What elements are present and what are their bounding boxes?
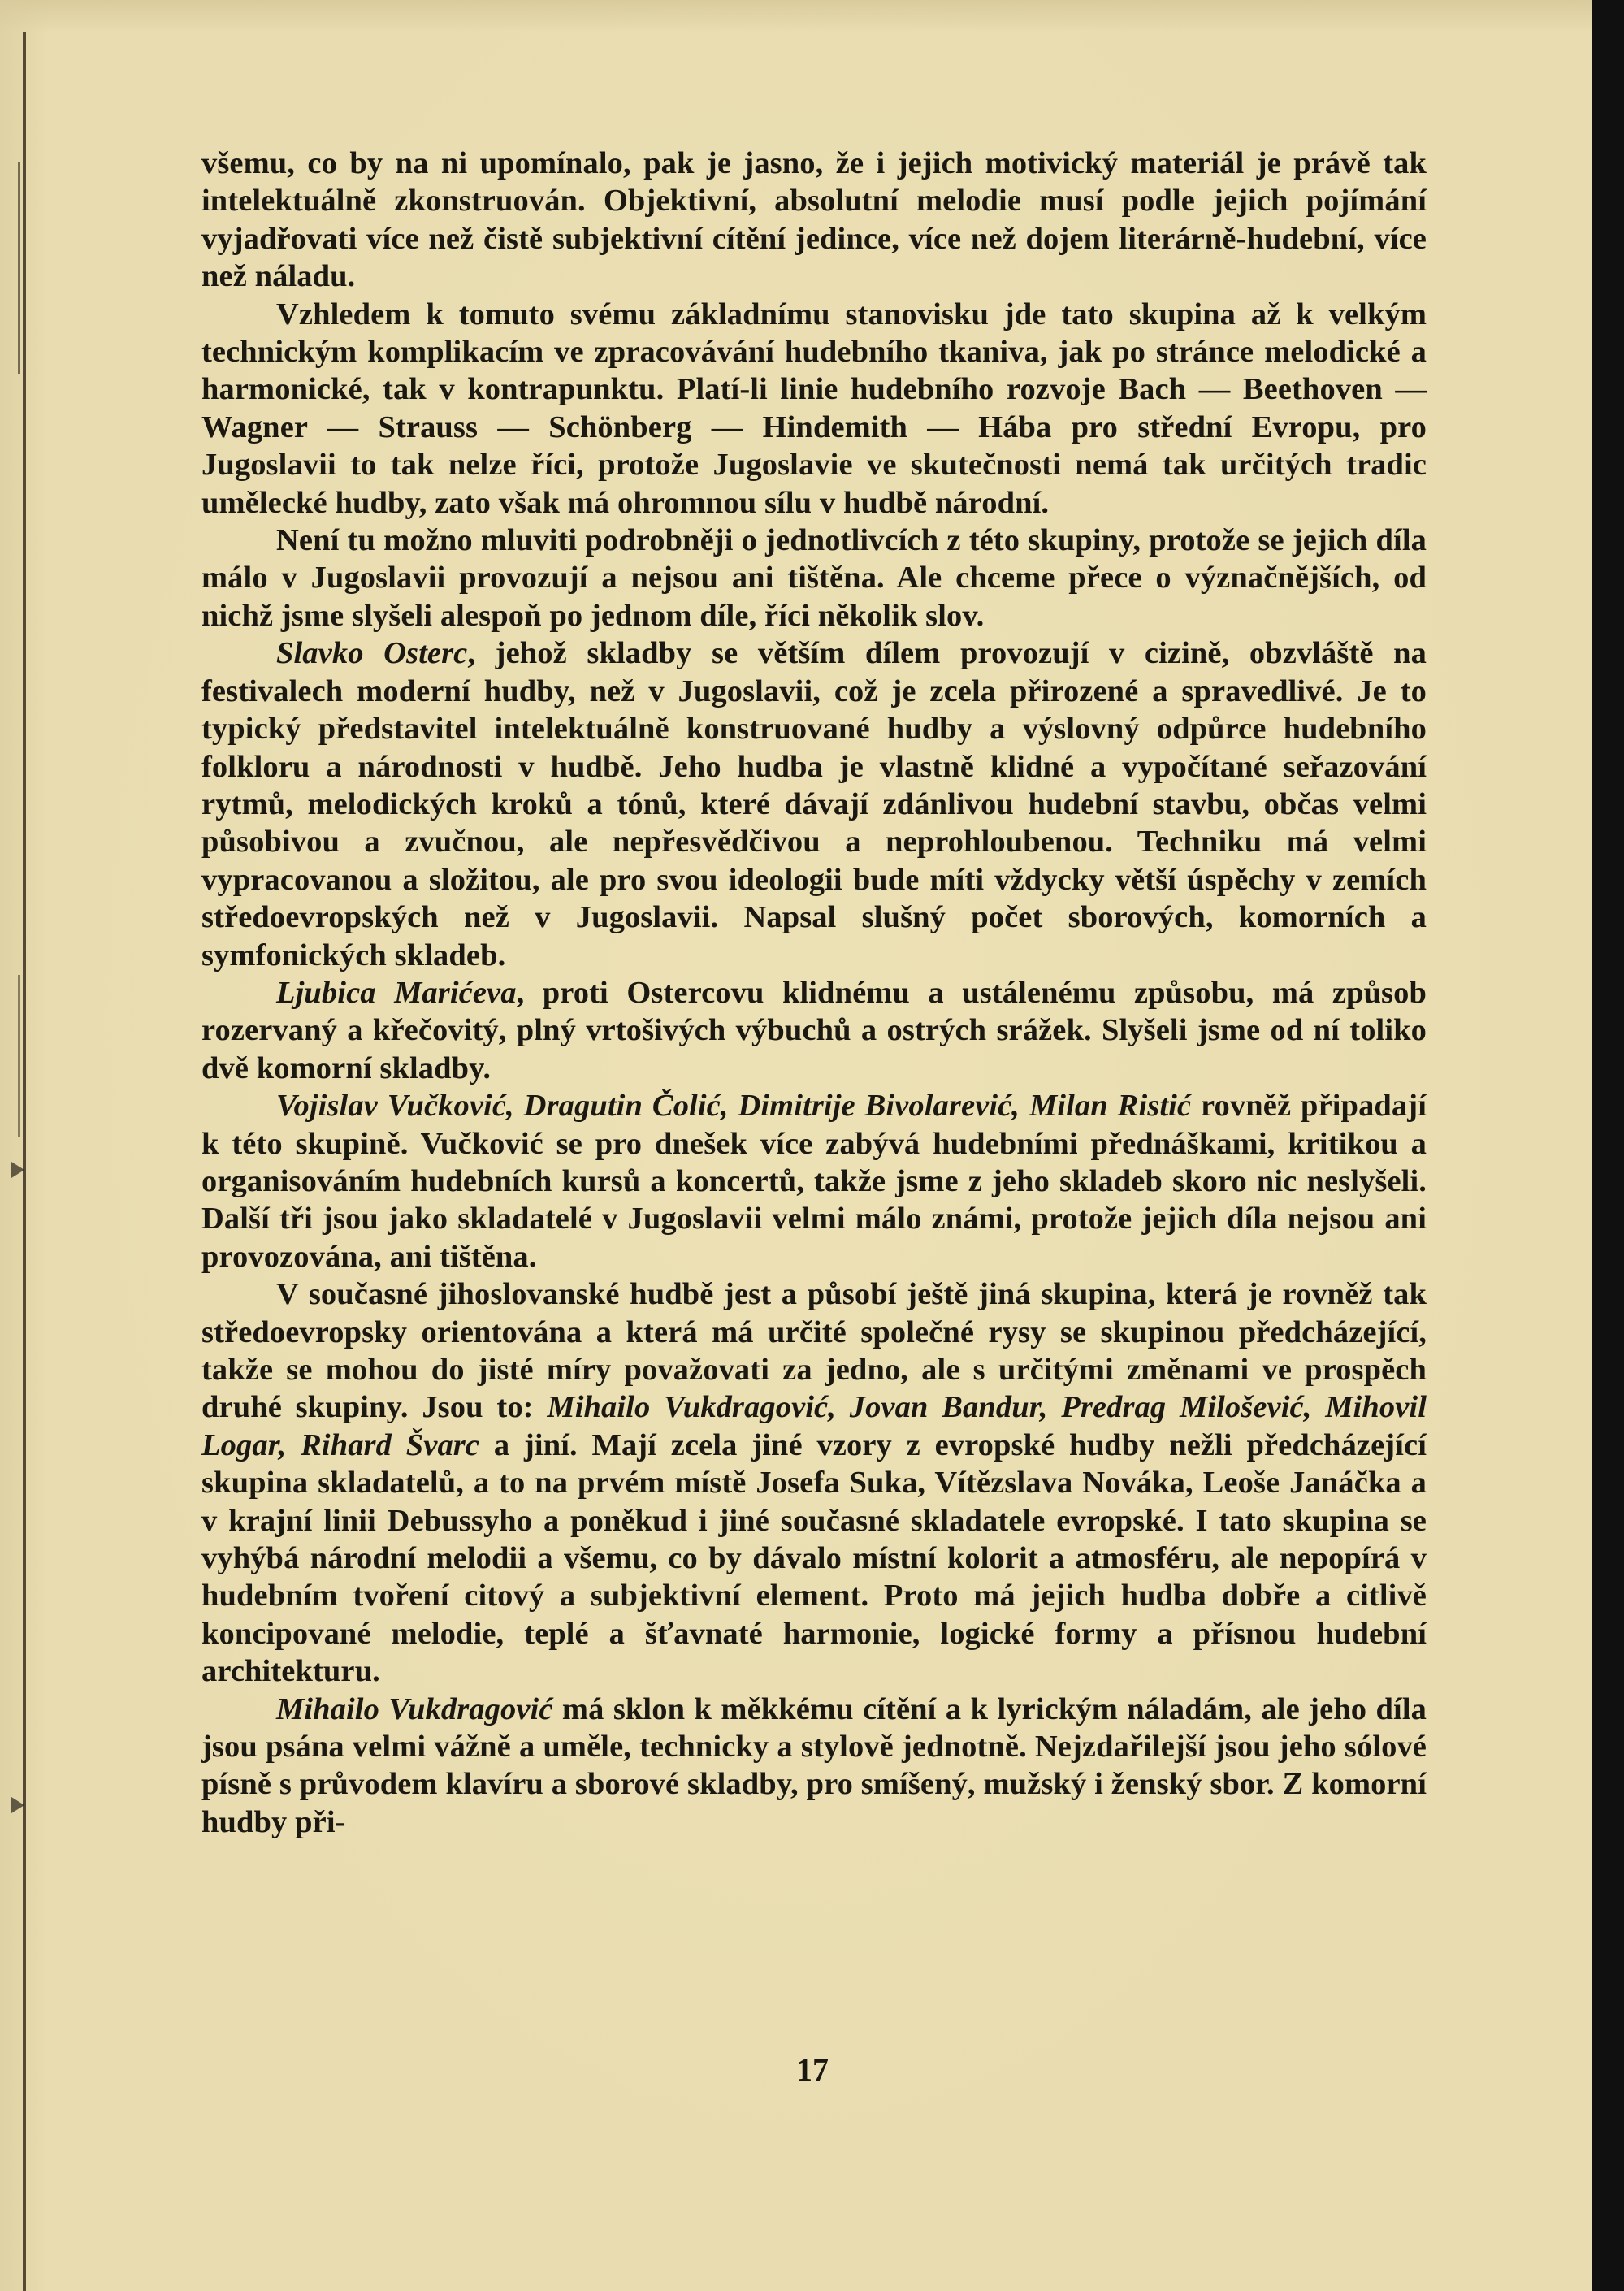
binding-edge (0, 0, 49, 2291)
paragraph (201, 1087, 1427, 1275)
person-name: Vojislav Vučković, Dragutin Čolić, Dimitrije Bivolarević, Milan Ristić (276, 1089, 1192, 1124)
person-name: Slavko Osterc (276, 636, 468, 671)
paragraph (201, 296, 1427, 522)
paragraph (201, 1691, 1427, 1842)
paragraph (201, 145, 1427, 296)
text-run: rovněž připadají k této skupině. Vučković se pro dnešek více zabývá hudebními přednáškami, kritikou a organisováním hudebních kursů a koncertů, takže jsme z jeho skladeb skoro nic neslyšeli. Další tři jsou jako skladatelé v Jugoslavii velmi málo známi, protože jejich díla nejsou ani provozována, ani tištěna. (201, 1089, 1427, 1274)
person-name: Mihailo Vukdragović (276, 1691, 553, 1726)
text-run: Vzhledem k tomuto svému základnímu stanovisku jde tato skupina až k velkým technickým komplikacím ve zpracovávání hudebního tkaniva, jak po stránce melodické a harmonické, tak v kontrapunktu. Platí-li linie hudebního rozvoje Bach — Beethoven — Wagner — Strauss — Schönberg — Hindemith — Hába pro střední Evropu, pro Jugoslavii to tak nelze říci, protože Jugoslavie ve skutečnosti nemá tak určitých tradic umělecké hudby, zato však má ohromnou sílu v hudbě národní. (201, 297, 1427, 520)
text-run: má sklon k měkkému cítění a k lyrickým náladám, ale jeho díla jsou psána velmi vážně a uměle, technicky a stylově jednotně. Nejzdařilejší jsou jeho sólové písně s průvodem klavíru a sborové skladby, pro smíšený, mužský i ženský sbor. Z komorní hudby při- (201, 1691, 1427, 1839)
text-run: Není tu možno mluviti podrobněji o jednotlivcích z této skupiny, protože se jejich díla málo v Jugoslavii provozují a nejsou ani tištěna. Ale chceme přece o význačnějších, od nichž jsme slyšeli alespoň po jednom díle, říci několik slov. (201, 523, 1427, 633)
paragraph (201, 522, 1427, 634)
person-name: Ljubica Marićeva (276, 975, 517, 1010)
person-name: Mihailo Vukdragović, Jovan Bandur, Predrag Milošević, Mihovil Logar, Rihard Švarc (201, 1390, 1427, 1462)
text-run: a jiní. Mají zcela jiné vzory z evropské hudby nežli předcházející skupina skladatelů, a to na prvém místě Josefa Suka, Vítězslava Nováka, Leoše Janáčka a v krajní linii Debussyho a poněkud i jiné současné skladatele evropské. I tato skupina se vyhýbá národní melodii a všemu, co by dávalo místní kolorit a atmosféru, ale nepopírá v hudebním tvoření citový a subjektivní element. Proto má jejich hudba dobře a citlivě koncipované melodie, teplé a šťavnaté harmonie, logické formy a přísnou hudební architekturu. (201, 1427, 1427, 1689)
body-text (201, 145, 1427, 1841)
paper-edge-shadow (0, 0, 1592, 32)
page-number: 17 (796, 2051, 829, 2088)
paragraph (201, 1275, 1427, 1690)
text-run: , proti Ostercovu klidnému a ustálenému způsobu, má způsob rozervaný a křečovitý, plný vrtošivých výbuchů a ostrých srážek. Slyšeli jsme od ní toliko dvě komorní skladby. (201, 975, 1427, 1085)
text-run: V současné jihoslovanské hudbě jest a působí ještě jiná skupina, která je rovněž tak středoevropsky orientována a která má určité společné rysy se skupinou předcházející, takže se mohou do jisté míry považovati za jedno, ale s určitými změnami ve prospěch druhé skupiny. Jsou to: (201, 1277, 1427, 1425)
paragraph (201, 634, 1427, 974)
text-run: , jehož skladby se větším dílem provozují v cizině, obzvláště na festivalech moderní hudby, než v Jugoslavii, což je zcela přirozené a spravedlivé. Je to typický představitel intelektuálně konstruované hudby a výslovný odpůrce hudebního folkloru a národnosti v hudbě. Jeho hudba je vlastně klidné a vypočítané seřazování rytmů, melodických kroků a tónů, které dávají zdánlivou hudební stavbu, občas velmi působivou a zvučnou, ale nepřesvědčivou a neprohloubenou. Techniku má velmi vypracovanou a složitou, ale pro svou ideologii bude míti vždycky větší úspěchy v zemích středoevropských než v Jugoslavii. Napsal slušný počet sborových, komorních a symfonických skladeb. (201, 636, 1427, 972)
text-run: všemu, co by na ni upomínalo, pak je jasno, že i jejich motivický materiál je právě tak intelektuálně zkonstruován. Objektivní, absolutní melodie musí podle jejich pojímání vyjadřovati více než čistě subjektivní cítění jedince, více než dojem literárně-hudební, více než náladu. (201, 146, 1427, 294)
paragraph (201, 974, 1427, 1087)
